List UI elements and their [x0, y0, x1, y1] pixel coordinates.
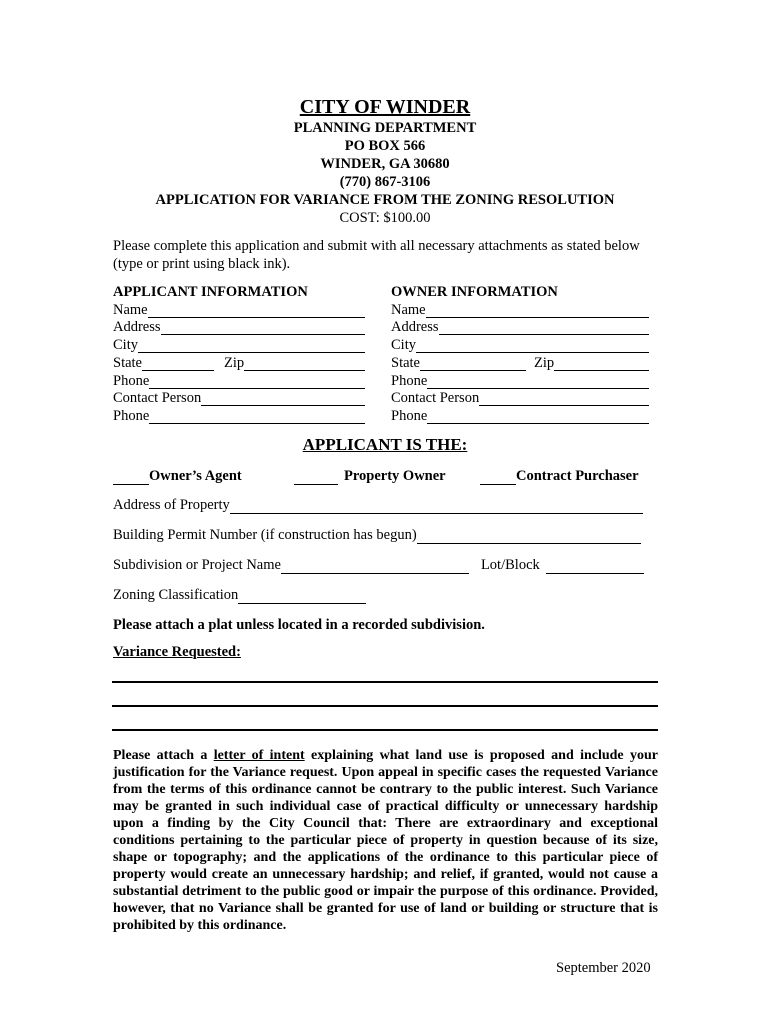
owner-zip-label: Zip: [534, 354, 555, 371]
owner-phone2-field[interactable]: [427, 409, 649, 424]
applicant-phone2-label: Phone: [113, 407, 150, 424]
plat-note: Please attach a plat unless located in a recorded subdivision.: [113, 617, 485, 633]
contract-purchaser-label: Contract Purchaser: [516, 468, 639, 484]
applicant-phone-label: Phone: [113, 372, 150, 389]
owner-state-label: State: [391, 354, 420, 371]
applicant-city-label: City: [113, 337, 138, 354]
applicant-phone2-field[interactable]: [149, 409, 365, 424]
owner-address-field[interactable]: [439, 320, 649, 335]
applicant-contact-field[interactable]: [201, 391, 365, 406]
applicant-state-label: State: [113, 354, 142, 371]
owner-info: [391, 284, 649, 426]
owners-agent-label: Owner’s Agent: [149, 468, 242, 484]
option-owners-agent[interactable]: [113, 468, 242, 485]
po-box: PO BOX 566: [344, 138, 426, 154]
owner-address-label: Address: [391, 319, 439, 336]
applicant-city-field[interactable]: [138, 338, 365, 353]
variance-requested-label: Variance Requested:: [113, 644, 241, 660]
form-title: APPLICATION FOR VARIANCE FROM THE ZONING RESOLUTION: [155, 192, 615, 208]
option-contract-purchaser[interactable]: [480, 468, 639, 485]
applicant-zip-label: Zip: [224, 354, 245, 371]
city-state-zip: WINDER, GA 30680: [320, 156, 450, 172]
applicant-state-field[interactable]: [142, 356, 214, 371]
subdivision-field[interactable]: [281, 559, 469, 574]
owner-heading: OWNER INFORMATION: [391, 284, 558, 300]
building-permit-row: [113, 527, 641, 544]
city-title: CITY OF WINDER: [299, 96, 471, 118]
property-owner-blank[interactable]: [294, 470, 338, 485]
property-owner-label: Property Owner: [344, 468, 446, 484]
applicant-is-title: APPLICANT IS THE:: [302, 435, 468, 454]
address-of-property-field[interactable]: [230, 499, 643, 514]
owner-name-label: Name: [391, 301, 426, 318]
department-name: PLANNING DEPARTMENT: [293, 120, 477, 136]
revision-date: September 2020: [556, 960, 651, 976]
intro-text: Please complete this application and submit with all necessary attachments as stated below (type or print using black ink).: [113, 238, 640, 272]
variance-line-1[interactable]: [112, 681, 658, 683]
variance-line-2[interactable]: [112, 705, 658, 707]
application-cost: COST: $100.00: [339, 210, 431, 226]
lot-block-field[interactable]: [546, 559, 644, 574]
owner-name-field[interactable]: [426, 303, 649, 318]
applicant-address-field[interactable]: [161, 320, 365, 335]
owner-state-field[interactable]: [420, 356, 526, 371]
letter-of-intent-paragraph: [113, 747, 658, 934]
subdivision-row: [113, 557, 644, 574]
letter-body: explaining what land use is proposed and include your justification for the Variance request. Upon appeal in specific cases the requested Variance from the terms of this ordinance cannot be contrary to the public interest. Such Variance may be granted in such individual case of practical difficulty or unnecessary hardship upon a finding by the City Council that: There are extraordinary and exceptional conditions pertaining to the particular piece of property in question because of its size, shape or topography; and the applications of the ordinance to this particular piece of property would create an unnecessary hardship; and relief, if granted, would not cause a substantial detriment to the public good or impair the purpose of this ordinance. Provided, however, that no Variance shall be granted for use of land or building or structure that is prohibited by this ordinance.: [113, 748, 658, 933]
applicant-phone-field[interactable]: [149, 374, 365, 389]
owner-zip-field[interactable]: [554, 356, 649, 371]
owners-agent-blank[interactable]: [113, 470, 149, 485]
option-property-owner[interactable]: [294, 468, 446, 485]
letterhead: [0, 95, 770, 227]
lot-block-label: Lot/Block: [480, 557, 540, 573]
applicant-name-field[interactable]: [148, 303, 365, 318]
owner-phone-label: Phone: [391, 372, 428, 389]
contract-purchaser-blank[interactable]: [480, 470, 516, 485]
subdivision-label: Subdivision or Project Name: [113, 557, 281, 573]
zoning-label: Zoning Classification: [113, 587, 239, 603]
applicant-contact-label: Contact Person: [113, 390, 202, 407]
owner-city-field[interactable]: [416, 338, 649, 353]
address-of-property-row: [113, 497, 643, 514]
variance-line-3[interactable]: [112, 729, 658, 731]
address-of-property-label: Address of Property: [113, 497, 230, 513]
zoning-field[interactable]: [238, 589, 366, 604]
department-phone: (770) 867-3106: [339, 174, 431, 190]
owner-contact-label: Contact Person: [391, 390, 480, 407]
owner-phone-field[interactable]: [427, 374, 649, 389]
letter-of-intent-link: letter of intent: [213, 748, 305, 763]
owner-contact-field[interactable]: [479, 391, 649, 406]
owner-phone2-label: Phone: [391, 407, 428, 424]
applicant-address-label: Address: [113, 319, 161, 336]
building-permit-field[interactable]: [417, 529, 641, 544]
applicant-heading: APPLICANT INFORMATION: [113, 284, 308, 300]
owner-city-label: City: [391, 337, 416, 354]
letter-pre: Please attach a: [113, 748, 214, 763]
applicant-zip-field[interactable]: [244, 356, 365, 371]
applicant-name-label: Name: [113, 301, 148, 318]
applicant-info: [113, 284, 365, 426]
zoning-row: [113, 587, 366, 604]
building-permit-label: Building Permit Number (if construction has begun): [113, 527, 417, 543]
